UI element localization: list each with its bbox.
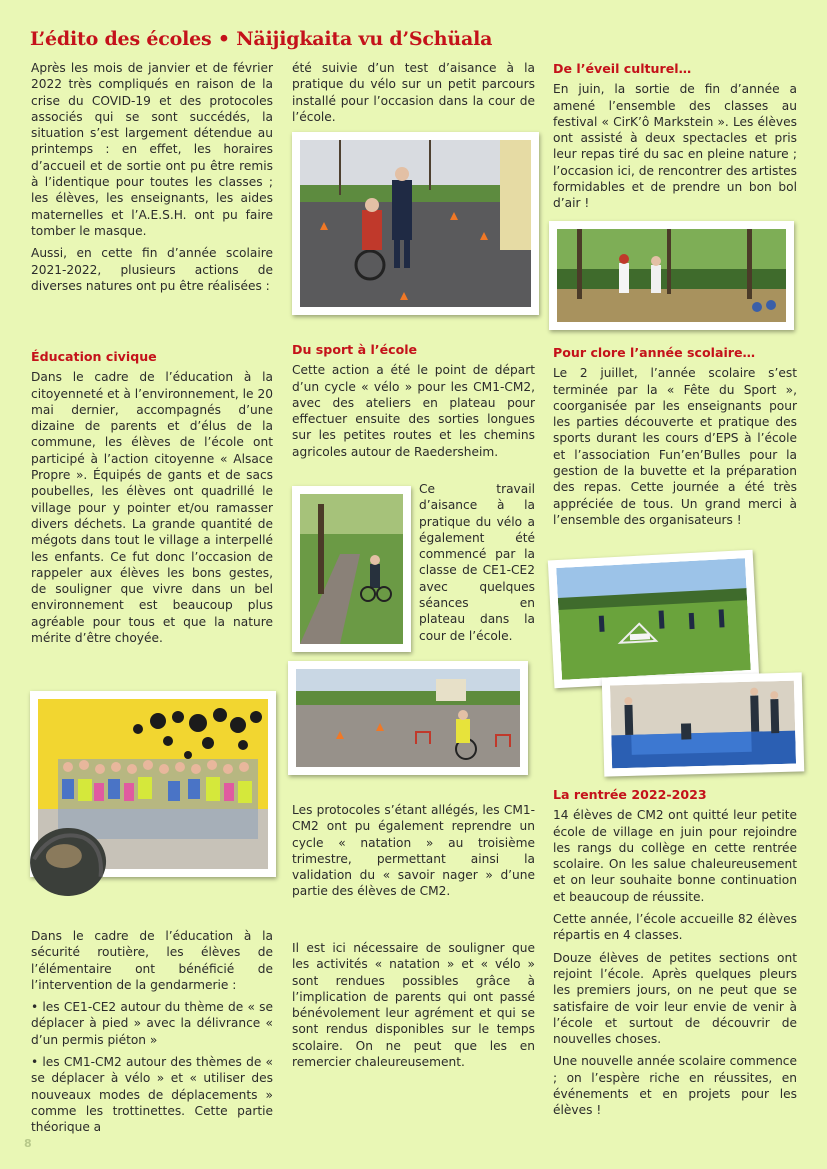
photo-circus	[549, 221, 794, 330]
photo-sport-day-field	[548, 550, 759, 689]
side-text	[419, 481, 535, 650]
column-2	[292, 60, 535, 131]
swim-paragraph: Les protocoles s’étant allégés, les CM1-CM2 ont pu également reprendre un cycle « natation » au troisième trimestre, permettant ainsi la validation du « savoir nager » d’une partie des élèves de CM2.	[292, 803, 535, 899]
intro-paragraph: Après les mois de janvier et de février 2022 très compliqués en raison de la crise du COVID-19 et des protocoles associés qui se sont succédés, la situation s’est largement détendue au printemps : en effet, les horaires d’accueil et de sortie ont pu être remis à l’identique pour toutes les classes ; les élèves, les enseignants, les aides maternelles et l’A.E.S.H. ont pu faire tomber le masque.	[31, 61, 273, 238]
photo-bike-test	[292, 132, 539, 315]
photo-bag	[23, 817, 112, 904]
section-heading-culture: De l’éveil culturel…	[553, 61, 692, 76]
section-heading-rentree: La rentrée 2022-2023	[553, 787, 707, 802]
parents-section	[292, 940, 535, 1076]
sport-day-field-image	[556, 558, 751, 680]
sport-section	[292, 342, 535, 466]
road-safety-paragraph: Dans le cadre de l’éducation à la sécurité routière, les élèves de l’élémentaire ont bénéficié de l’intervention de la gendarmerie :	[31, 929, 273, 992]
bike-path-image	[300, 494, 403, 644]
rentree-paragraph: Cette année, l’école accueille 82 élèves répartis en 4 classes.	[553, 912, 797, 943]
section-heading-close: Pour clore l’année scolaire…	[553, 345, 756, 360]
section-heading-sport: Du sport à l’école	[292, 342, 418, 357]
bike-course-image	[296, 669, 520, 767]
rentree-paragraph: Douze élèves de petites sections ont rejoint l’école. Après quelques pleurs les premiers jours, on ne peut que se satisfaire de voir leur envie de venir à l’école et surtout de découvrir de nouvelles choses.	[553, 950, 797, 1047]
bike-test-image	[300, 140, 531, 307]
civic-section	[31, 349, 273, 652]
photo-bike-course	[288, 661, 528, 775]
intro-paragraph: Aussi, en cette fin d’année scolaire 2021-2022, plusieurs actions de diverses natures ont pu être réalisées :	[31, 246, 273, 293]
page-number: 8	[24, 1137, 32, 1150]
column-1	[31, 60, 273, 300]
swim-section	[292, 802, 535, 906]
list-item: • les CM1-CM2 autour des thèmes de « se déplacer à vélo » et « utiliser des nouveaux modes de déplacements » comme les trottinettes. Cette partie théorique a	[31, 1054, 273, 1135]
road-safety-list	[31, 999, 273, 1135]
road-safety-section	[31, 928, 273, 1142]
photo-bike-path	[292, 486, 411, 652]
sport-paragraph: Cette action a été le point de départ d’un cycle « vélo » pour les CM1-CM2, avec des ateliers en plateau pour effectuer ensuite des sorties longues sur les petites routes et les chemins agricoles autour de Raedersheim.	[292, 363, 535, 459]
page-title: L’édito des écoles • Näijigkaita vu d’Schüala	[30, 28, 493, 50]
rentree-paragraph: Une nouvelle année scolaire commence ; on l’espère riche en réussites, en événements et en projets pour les élèves !	[553, 1054, 797, 1118]
close-paragraph: Le 2 juillet, l’année scolaire s’est terminée par la « Fête du Sport », coorganisée par les enseignants pour les parties découverte et pratique des sports durant les cours d’EPS à l’école et l’association Fun’en’Bulles pour la gestion de la buvette et la préparation des repas. Cette journée a été très appréciée de tous. Un grand merci à l’ensemble des organisateurs !	[553, 366, 797, 527]
rentree-paragraph: 14 élèves de CM2 ont quitté leur petite école de village en juin pour rejoindre les rangs du collège en cette rentrée scolaire. On les salue chaleureusement et on leur souhaite bonne continuation et beaucoup de réussite.	[553, 808, 797, 904]
close-section	[553, 345, 797, 534]
continuation-paragraph: été suivie d’un test d’aisance à la pratique du vélo sur un petit parcours installé pour l’occasion dans la cour de l’école.	[292, 61, 535, 124]
photo-sport-day-gym	[602, 672, 805, 776]
culture-paragraph: En juin, la sortie de fin d’année a amené l’ensemble des classes au festival « CirK’ô Markstein ». Les élèves ont assisté à deux spectacles et pris leur repas tiré du sac en pleine nature ; l’occasion ici, de rencontrer des artistes formidables et de prendre un bon bol d’air !	[553, 82, 797, 211]
side-paragraph: Ce travail d’aisance à la pratique du vélo a également été commencé par la classe de CE1-CE2 avec quelques séances en plateau dans la cour de l’école.	[419, 482, 535, 643]
culture-section	[553, 61, 797, 218]
circus-image	[557, 229, 786, 322]
bag-image	[23, 817, 112, 904]
parents-paragraph: Il est ici nécessaire de souligner que les activités « natation » et « vélo » sont rendues possibles grâce à l’implication de parents qui ont passé bénévolement leur agrément et qui se sont rendus disponibles sur le temps scolaire. On ne peut que les en remercier chaleureusement.	[292, 941, 535, 1070]
sport-day-gym-image	[610, 681, 796, 769]
list-item: • les CE1-CE2 autour du thème de « se déplacer à pied » avec la délivrance « d’un permis piéton »	[31, 999, 273, 1048]
rentree-section	[553, 787, 797, 1125]
section-heading-civic: Éducation civique	[31, 349, 157, 364]
civic-paragraph: Dans le cadre de l’éducation à la citoyenneté et à l’environnement, le 20 mai dernier, accompagnés d’une dizaine de parents et d’élus de la commune, les élèves de l’école ont participé à l’action citoyenne « Alsace Propre ». Équipés de gants et de sacs poubelles, les élèves ont quadrillé le village pour y pointer et/ou ramasser divers déchets. La grande quantité de mégots dans tout le village a interpellé les enfants. Ce fut donc l’occasion de rappeler aux élèves les bons gestes, de souligner que vivre dans un bel environnement est beaucoup plus agréable pour tous et que la nature mérite d’être choyée.	[31, 370, 273, 646]
